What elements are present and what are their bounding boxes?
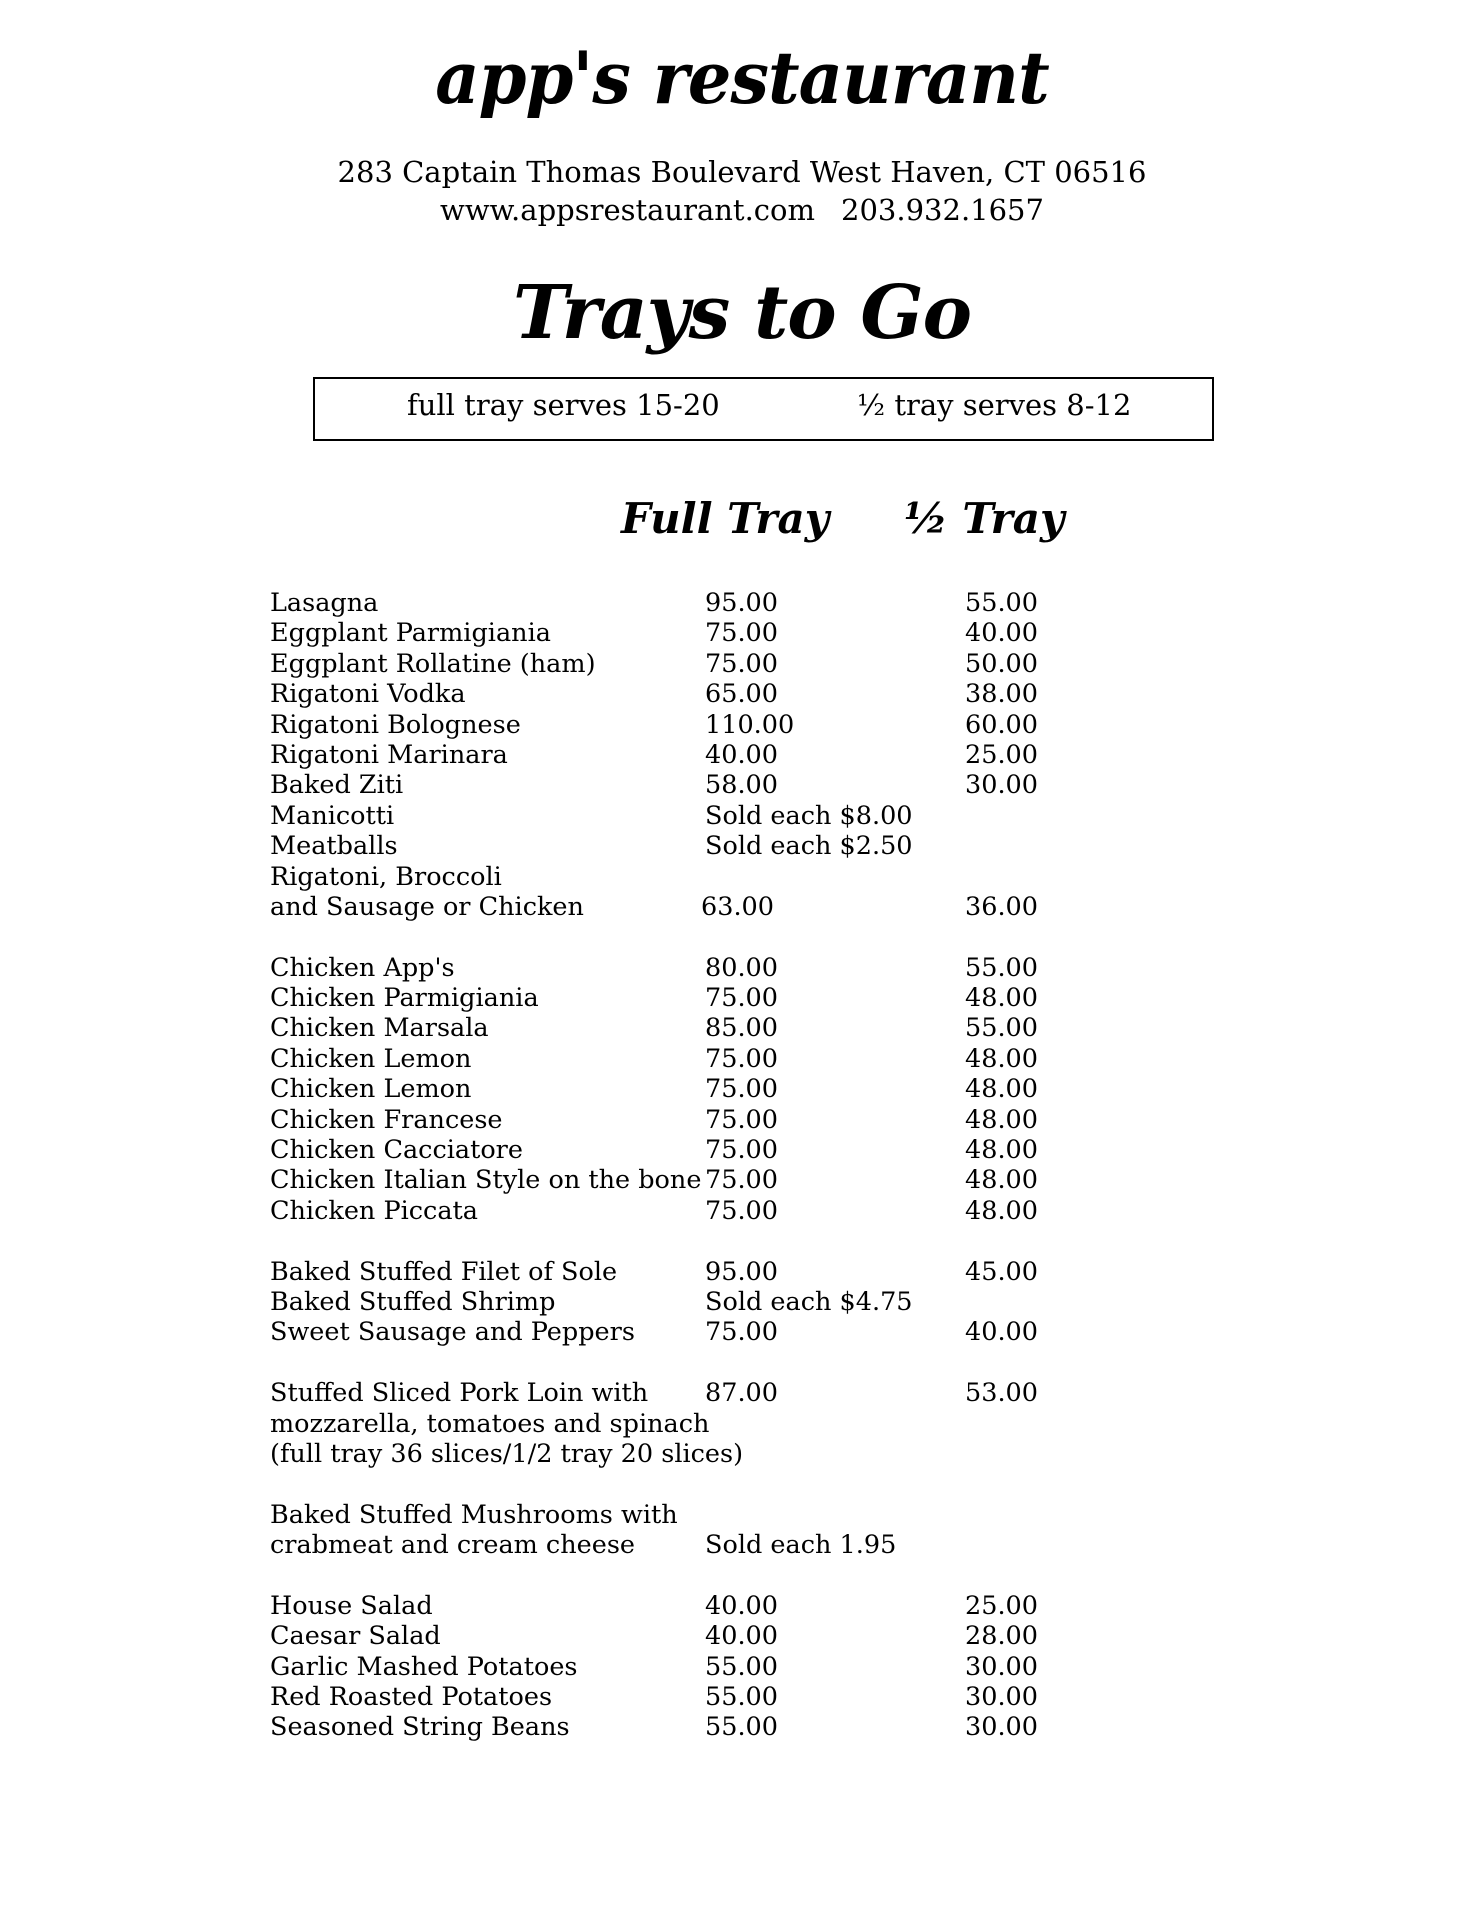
half-tray-price: 40.00 <box>965 618 1039 649</box>
full-tray-price: 75.00 <box>705 1165 779 1196</box>
menu-row <box>270 1165 1070 1195</box>
full-tray-column-header: Full Tray <box>621 494 830 543</box>
menu-row <box>270 1712 1070 1742</box>
menu-row <box>270 1378 1070 1408</box>
item-name: Meatballs <box>270 831 398 862</box>
full-tray-price: 40.00 <box>705 1590 779 1621</box>
item-note: Sold each $8.00 <box>705 800 913 831</box>
half-tray-price: 25.00 <box>965 1590 1039 1621</box>
half-tray-column-header: ½ Tray <box>904 494 1065 543</box>
item-name: Eggplant Rollatine (ham) <box>270 648 596 679</box>
restaurant-name: app's restaurant <box>435 35 1049 120</box>
full-tray-price: 75.00 <box>705 1195 779 1226</box>
item-name: Chicken Lemon <box>270 1074 472 1105</box>
phone: 203.932.1657 <box>841 193 1044 227</box>
menu-row <box>270 1074 1070 1104</box>
item-name: Rigatoni Bolognese <box>270 709 521 740</box>
full-tray-price: 75.00 <box>705 1104 779 1135</box>
full-tray-price: 75.00 <box>705 1135 779 1166</box>
full-tray-price: 85.00 <box>705 1013 779 1044</box>
menu-row <box>270 1135 1070 1165</box>
half-tray-price: 36.00 <box>965 891 1039 922</box>
full-tray-price: 63.00 <box>701 891 775 922</box>
menu-row <box>270 983 1070 1013</box>
item-name: and Sausage or Chicken <box>270 891 584 922</box>
menu-row <box>270 710 1070 740</box>
half-tray-price: 40.00 <box>965 1317 1039 1348</box>
contact-line <box>0 193 1484 227</box>
full-tray-price: 95.00 <box>705 1256 779 1287</box>
item-name: Rigatoni, Broccoli <box>270 861 502 892</box>
half-tray-price: 48.00 <box>965 1195 1039 1226</box>
half-tray-price: 55.00 <box>965 588 1039 618</box>
full-tray-price: 75.00 <box>705 1317 779 1348</box>
half-tray-price: 28.00 <box>965 1621 1039 1652</box>
full-tray-price: 40.00 <box>705 1621 779 1652</box>
full-tray-price: 75.00 <box>705 1074 779 1105</box>
menu-row <box>270 679 1070 709</box>
full-tray-price: 75.00 <box>705 983 779 1014</box>
item-name: Garlic Mashed Potatoes <box>270 1651 578 1682</box>
half-tray-price: 55.00 <box>965 1013 1039 1044</box>
menu-row <box>270 1500 1070 1530</box>
half-tray-price: 38.00 <box>965 679 1039 710</box>
menu-row <box>270 770 1070 800</box>
item-name: Sweet Sausage and Peppers <box>270 1317 635 1348</box>
half-tray-price: 60.00 <box>965 709 1039 740</box>
item-name: Chicken App's <box>270 952 455 983</box>
full-tray-price: 65.00 <box>705 679 779 710</box>
half-tray-price: 48.00 <box>965 1074 1039 1105</box>
half-tray-price: 30.00 <box>965 1651 1039 1682</box>
half-tray-price: 48.00 <box>965 1104 1039 1135</box>
serving-info-box <box>313 377 1214 441</box>
menu-row <box>270 1105 1070 1135</box>
half-tray-price: 48.00 <box>965 1043 1039 1074</box>
menu-row <box>270 1317 1070 1347</box>
group-spacer <box>270 1226 1070 1256</box>
menu-row <box>270 1287 1070 1317</box>
menu-row <box>270 862 1070 892</box>
menu-row <box>270 618 1070 648</box>
item-name: Chicken Francese <box>270 1104 503 1135</box>
full-tray-price: 75.00 <box>705 618 779 649</box>
full-tray-price: 58.00 <box>705 770 779 801</box>
half-tray-price: 53.00 <box>965 1378 1039 1409</box>
menu-row <box>270 1530 1070 1560</box>
item-note: Sold each $4.75 <box>705 1286 913 1317</box>
menu-row <box>270 1591 1070 1621</box>
half-tray-price: 25.00 <box>965 739 1039 770</box>
full-tray-serves: full tray serves 15-20 <box>407 388 720 422</box>
menu-list <box>270 588 1070 1743</box>
half-tray-price: 48.00 <box>965 983 1039 1014</box>
item-name: Baked Stuffed Filet of Sole <box>270 1256 618 1287</box>
group-spacer <box>270 922 1070 952</box>
item-name: Eggplant Parmigiania <box>270 618 551 649</box>
menu-row <box>270 831 1070 861</box>
half-tray-price: 55.00 <box>965 952 1039 983</box>
menu-row <box>270 1409 1070 1439</box>
half-tray-price: 50.00 <box>965 648 1039 679</box>
item-note: Sold each $2.50 <box>705 831 913 862</box>
website[interactable]: www.appsrestaurant.com <box>440 193 816 227</box>
group-spacer <box>270 1348 1070 1378</box>
menu-row <box>270 1013 1070 1043</box>
item-name: Manicotti <box>270 800 395 831</box>
item-name: Baked Stuffed Mushrooms with <box>270 1499 678 1530</box>
half-tray-price: 48.00 <box>965 1165 1039 1196</box>
full-tray-price: 55.00 <box>705 1651 779 1682</box>
menu-row <box>270 801 1070 831</box>
menu-row <box>270 1652 1070 1682</box>
full-tray-price: 110.00 <box>705 709 795 740</box>
menu-row <box>270 1044 1070 1074</box>
full-tray-price: 40.00 <box>705 739 779 770</box>
item-note: Sold each 1.95 <box>705 1530 897 1561</box>
menu-row <box>270 1439 1070 1469</box>
half-tray-price: 30.00 <box>965 1712 1039 1743</box>
item-name: Caesar Salad <box>270 1621 441 1652</box>
item-name: Red Roasted Potatoes <box>270 1682 553 1713</box>
full-tray-price: 55.00 <box>705 1712 779 1743</box>
half-tray-price: 48.00 <box>965 1135 1039 1166</box>
section-title: Trays to Go <box>513 270 971 356</box>
item-name: Seasoned String Beans <box>270 1712 570 1743</box>
item-name: Lasagna <box>270 588 379 618</box>
item-name: Stuffed Sliced Pork Loin with <box>270 1378 649 1409</box>
item-name: Chicken Piccata <box>270 1195 478 1226</box>
item-name: House Salad <box>270 1590 433 1621</box>
item-name: Baked Stuffed Shrimp <box>270 1286 556 1317</box>
item-name: crabmeat and cream cheese <box>270 1530 635 1561</box>
menu-row <box>270 892 1070 922</box>
item-name: Chicken Parmigiania <box>270 983 539 1014</box>
group-spacer <box>270 1469 1070 1499</box>
menu-row <box>270 1257 1070 1287</box>
full-tray-price: 95.00 <box>705 588 779 618</box>
menu-row <box>270 649 1070 679</box>
full-tray-price: 75.00 <box>705 648 779 679</box>
menu-row <box>270 1196 1070 1226</box>
half-tray-price: 45.00 <box>965 1256 1039 1287</box>
item-name: Chicken Italian Style on the bone <box>270 1165 702 1196</box>
item-name: (full tray 36 slices/1/2 tray 20 slices) <box>270 1438 744 1469</box>
full-tray-price: 87.00 <box>705 1378 779 1409</box>
menu-row <box>270 740 1070 770</box>
full-tray-price: 55.00 <box>705 1682 779 1713</box>
menu-row <box>270 953 1070 983</box>
half-tray-price: 30.00 <box>965 770 1039 801</box>
full-tray-price: 75.00 <box>705 1043 779 1074</box>
item-name: mozzarella, tomatoes and spinach <box>270 1408 710 1439</box>
item-name: Baked Ziti <box>270 770 404 801</box>
item-name: Rigatoni Vodka <box>270 679 466 710</box>
group-spacer <box>270 1561 1070 1591</box>
item-name: Chicken Lemon <box>270 1043 472 1074</box>
menu-row <box>270 1621 1070 1651</box>
item-name: Chicken Cacciatore <box>270 1135 523 1166</box>
full-tray-price: 80.00 <box>705 952 779 983</box>
address: 283 Captain Thomas Boulevard West Haven, CT 06516 <box>337 155 1147 189</box>
menu-row <box>270 1682 1070 1712</box>
item-name: Rigatoni Marinara <box>270 739 508 770</box>
item-name: Chicken Marsala <box>270 1013 489 1044</box>
half-tray-price: 30.00 <box>965 1682 1039 1713</box>
menu-row <box>270 588 1070 618</box>
half-tray-serves: ½ tray serves 8-12 <box>857 388 1132 422</box>
